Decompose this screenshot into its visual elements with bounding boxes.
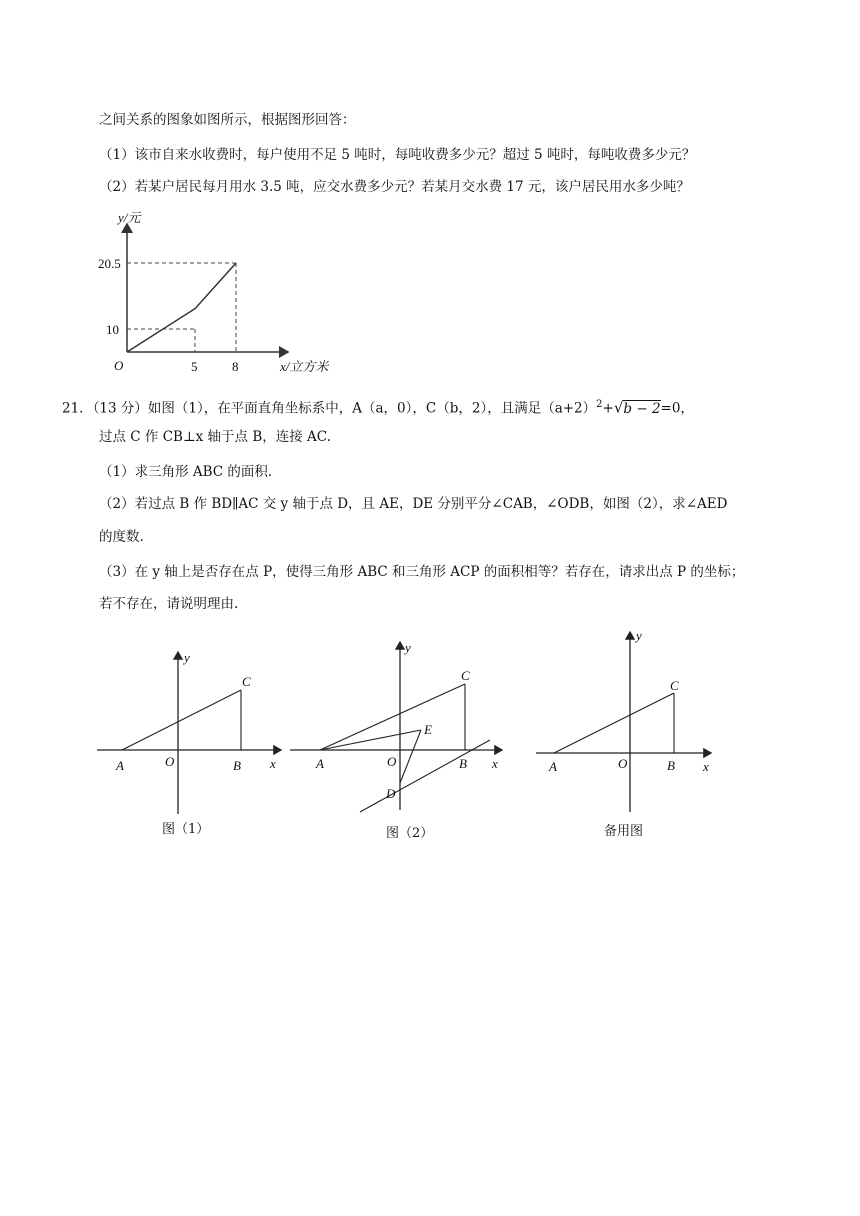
fig2-label-b: B: [459, 756, 467, 771]
fig1-caption: 图（1）: [162, 822, 210, 837]
problem20-intro: 之间关系的图象如图所示，根据图形回答：: [99, 112, 356, 128]
fig1-label-a: A: [116, 758, 124, 773]
problem21-question-1: （1）求三角形 ABC 的面积.: [99, 464, 273, 480]
chart-x-tick-8: 8: [232, 359, 239, 374]
fig2-label-c: C: [461, 668, 470, 683]
fig1-label-c: C: [242, 674, 251, 689]
chart-origin: O: [114, 358, 124, 373]
fig1-label-y: y: [184, 650, 190, 665]
fig3-label-b: B: [667, 758, 675, 773]
fig2-label-d: D: [386, 786, 396, 801]
fig2-label-o: O: [387, 754, 397, 769]
water-fee-chart: [98, 210, 329, 380]
chart-y-label: y/元: [118, 210, 141, 225]
problem21-equals: =0，: [660, 400, 694, 417]
fig2-label-x: x: [492, 756, 498, 771]
chart-y-tick-20-5: 20.5: [98, 256, 121, 271]
chart-series-line: [127, 263, 236, 352]
fig3-label-o: O: [618, 756, 628, 771]
problem21-line-1: 21．（13 分）如图（1），在平面直角坐标系中，A（a，0），C（b，2），且满足$(a+2)^2+√b - 2=0$，: [62, 398, 694, 417]
fig1-label-b: B: [233, 758, 241, 773]
fig1-segment-ac: [122, 690, 241, 750]
problem21-exponent: 2: [596, 399, 603, 410]
problem20-question-2: （2）若某户居民每月用水 3.5 吨，应交水费多少元？若某月交水费 17 元，该户居民用水多少吨？: [99, 179, 690, 195]
fig3-segment-ac: [554, 693, 674, 753]
problem21-question-3-cont: 若不存在，请说明理由.: [99, 596, 239, 612]
fig2-line-bd: [360, 740, 490, 812]
fig2-segment-de: [400, 730, 421, 783]
problem21-question-2-cont: 的度数.: [99, 529, 144, 545]
problem21-line-2: 过点 C 作 CB⊥x 轴于点 B，连接 AC.: [99, 429, 331, 445]
fig2-segment-ae: [320, 730, 421, 750]
fig2-label-e: E: [424, 722, 432, 737]
fig3-label-c: C: [670, 678, 679, 693]
fig1-label-o: O: [165, 754, 175, 769]
problem21-question-3: （3）在 y 轴上是否存在点 P，使得三角形 ABC 和三角形 ACP 的面积相等？若存在，请求出点 P 的坐标；: [99, 564, 745, 580]
problem21-number: 21．: [62, 400, 93, 417]
fig3-label-a: A: [549, 759, 557, 774]
fig2-label-a: A: [316, 756, 324, 771]
problem21-question-2: （2）若过点 B 作 BD∥AC 交 y 轴于点 D，且 AE，DE 分别平分∠CAB，∠ODB，如图（2），求∠AED: [99, 496, 728, 512]
fig3-label-x: x: [703, 759, 709, 774]
chart-x-label: x/立方米: [280, 359, 329, 374]
problem21-sqrt-content: b − 2: [623, 400, 661, 417]
problem21-plus: +: [602, 400, 614, 417]
fig3-caption: 备用图: [604, 824, 644, 839]
problem20-question-1: （1）该市自来水收费时，每户使用不足 5 吨时，每吨收费多少元？超过 5 吨时，每吨收费多少元？: [99, 147, 696, 163]
chart-y-tick-10: 10: [106, 322, 119, 337]
problem21-line-1-text: （13 分）如图（1），在平面直角坐标系中，A（a，0），C（b，2），且满足（a+2）: [92, 400, 597, 417]
fig2-label-y: y: [405, 640, 411, 655]
fig2-segment-ac: [320, 684, 465, 750]
fig2-caption: 图（2）: [386, 826, 434, 841]
chart-x-tick-5: 5: [191, 359, 198, 374]
fig3-label-y: y: [636, 628, 642, 643]
fig1-label-x: x: [270, 756, 276, 771]
